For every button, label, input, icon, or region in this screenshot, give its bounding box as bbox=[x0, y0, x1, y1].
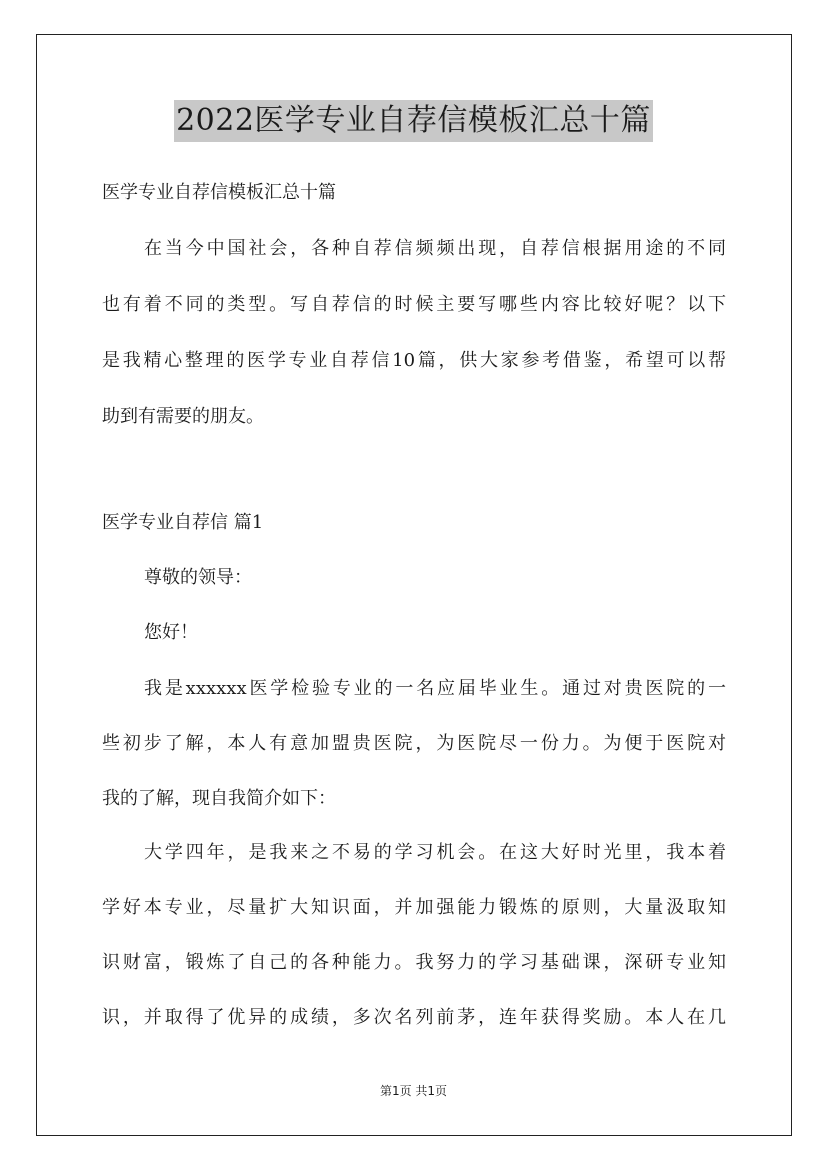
para2-line-3: 识财富，锻炼了自己的各种能力。我努力的学习基础课，深研专业知 bbox=[102, 952, 726, 973]
para2-line-1: 大学四年，是我来之不易的学习机会。在这大好时光里，我本着 bbox=[144, 842, 726, 863]
intro-line-2: 也有着不同的类型。写自荐信的时候主要写哪些内容比较好呢？以下 bbox=[102, 294, 726, 315]
para2-line-2: 学好本专业，尽量扩大知识面，并加强能力锻炼的原则，大量汲取知 bbox=[102, 897, 726, 918]
document-subtitle: 医学专业自荐信模板汇总十篇 bbox=[102, 182, 336, 203]
intro-line-1: 在当今中国社会，各种自荐信频频出现，自荐信根据用途的不同 bbox=[144, 238, 726, 259]
para1-line-3: 我的了解，现自我简介如下： bbox=[102, 788, 336, 809]
document-title: 2022医学专业自荐信模板汇总十篇 bbox=[174, 100, 653, 142]
intro-line-3: 是我精心整理的医学专业自荐信10篇，供大家参考借鉴，希望可以帮 bbox=[102, 350, 726, 371]
title-container bbox=[0, 100, 827, 142]
greeting: 您好！ bbox=[144, 622, 198, 643]
para2-line-4: 识，并取得了优异的成绩，多次名列前茅，连年获得奖励。本人在几 bbox=[102, 1007, 726, 1028]
intro-line-4: 助到有需要的朋友。 bbox=[102, 406, 264, 427]
section-heading: 医学专业自荐信 篇1 bbox=[102, 512, 264, 533]
salutation: 尊敬的领导： bbox=[144, 567, 252, 588]
para1-line-1: 我是xxxxxx医学检验专业的一名应届毕业生。通过对贵医院的一 bbox=[144, 678, 726, 699]
page-footer: 第1页 共1页 bbox=[379, 1084, 448, 1098]
para1-line-2: 些初步了解，本人有意加盟贵医院，为医院尽一份力。为便于医院对 bbox=[102, 733, 726, 754]
